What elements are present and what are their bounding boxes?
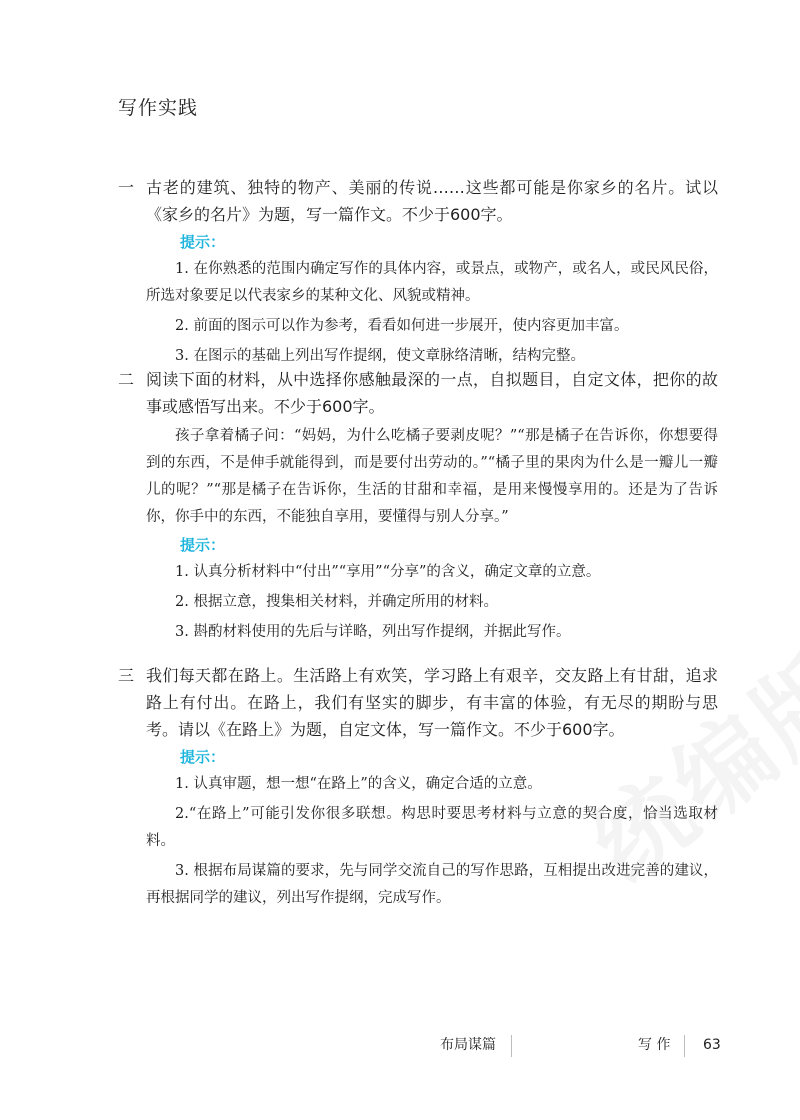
- hint-label: 提示：: [180, 233, 226, 251]
- hint-item: 3. 根据布局谋篇的要求，先与同学交流自己的写作思路，互相提出改进完善的建议，再根据同学的建议，列出写作提纲，完成写作。: [146, 863, 718, 906]
- exercise-prompt: 古老的建筑、独特的物产、美丽的传说……这些都可能是你家乡的名片。试以《家乡的名片》为题，写一篇作文。不少于600字。: [146, 178, 718, 224]
- exercise-number: 一: [118, 178, 135, 197]
- hint-item: 2. 根据立意，搜集相关材料，并确定所用的材料。: [175, 594, 498, 610]
- footer-divider: [511, 1035, 512, 1057]
- hint-label: 提示：: [180, 748, 226, 766]
- exercise-number: 三: [118, 666, 135, 685]
- exercise-number: 二: [118, 370, 135, 389]
- exercise-2: [118, 366, 718, 649]
- footer-chapter-name: 写 作: [638, 1037, 671, 1053]
- hint-item: 1. 认真分析材料中“付出”“享用”“分享”的含义，确定文章的立意。: [175, 564, 601, 580]
- hint-label: 提示：: [180, 536, 226, 554]
- exercise-prompt: 我们每天都在路上。生活路上有欢笑，学习路上有艰辛，交友路上有甘甜，追求路上有付出。在路上，我们有坚实的脚步，有丰富的体验，有无尽的期盼与思考。请以《在路上》为题，自定文体，写一篇作文。不少于600字。: [146, 666, 718, 739]
- page-title: 写作实践: [118, 97, 199, 119]
- hint-item: 3. 斟酌材料使用的先后与详略，列出写作提纲，并据此写作。: [175, 624, 571, 640]
- exercise-prompt: 阅读下面的材料，从中选择你感触最深的一点，自拟题目，自定文体，把你的故事或感悟写出来。不少于600字。: [146, 370, 718, 416]
- footer-section-name: 布局谋篇: [440, 1037, 496, 1053]
- hint-item: 2.“在路上”可能引发你很多联想。构思时要思考材料与立意的契合度，恰当选取材料。: [146, 806, 718, 849]
- footer-divider: [684, 1035, 685, 1057]
- hint-item: 2. 前面的图示可以作为参考，看看如何进一步展开，使内容更加丰富。: [175, 318, 629, 334]
- hint-item: 1. 认真审题，想一想“在路上”的含义，确定合适的立意。: [175, 776, 542, 792]
- page-number: 63: [703, 1037, 721, 1053]
- hint-item: 3. 在图示的基础上列出写作提纲，使文章脉络清晰，结构完整。: [175, 348, 585, 364]
- exercise-1: [118, 174, 718, 373]
- hint-item: 1. 在你熟悉的范围内确定写作的具体内容，或景点，或物产，或名人，或民风民俗，所选对象要足以代表家乡的某种文化、风貌或精神。: [146, 261, 718, 304]
- reading-material: 孩子拿着橘子问：“妈妈，为什么吃橘子要剥皮呢？”“那是橘子在告诉你，你想要得到的东西，不是伸手就能得到，而是要付出劳动的。”“橘子里的果肉为什么是一瓣儿一瓣儿的呢？”“那是橘子在告诉你，生活的甘甜和幸福，是用来慢慢享用的。还是为了告诉你，你手中的东西，不能独自享用，要懂得与别人分享。”: [146, 428, 718, 525]
